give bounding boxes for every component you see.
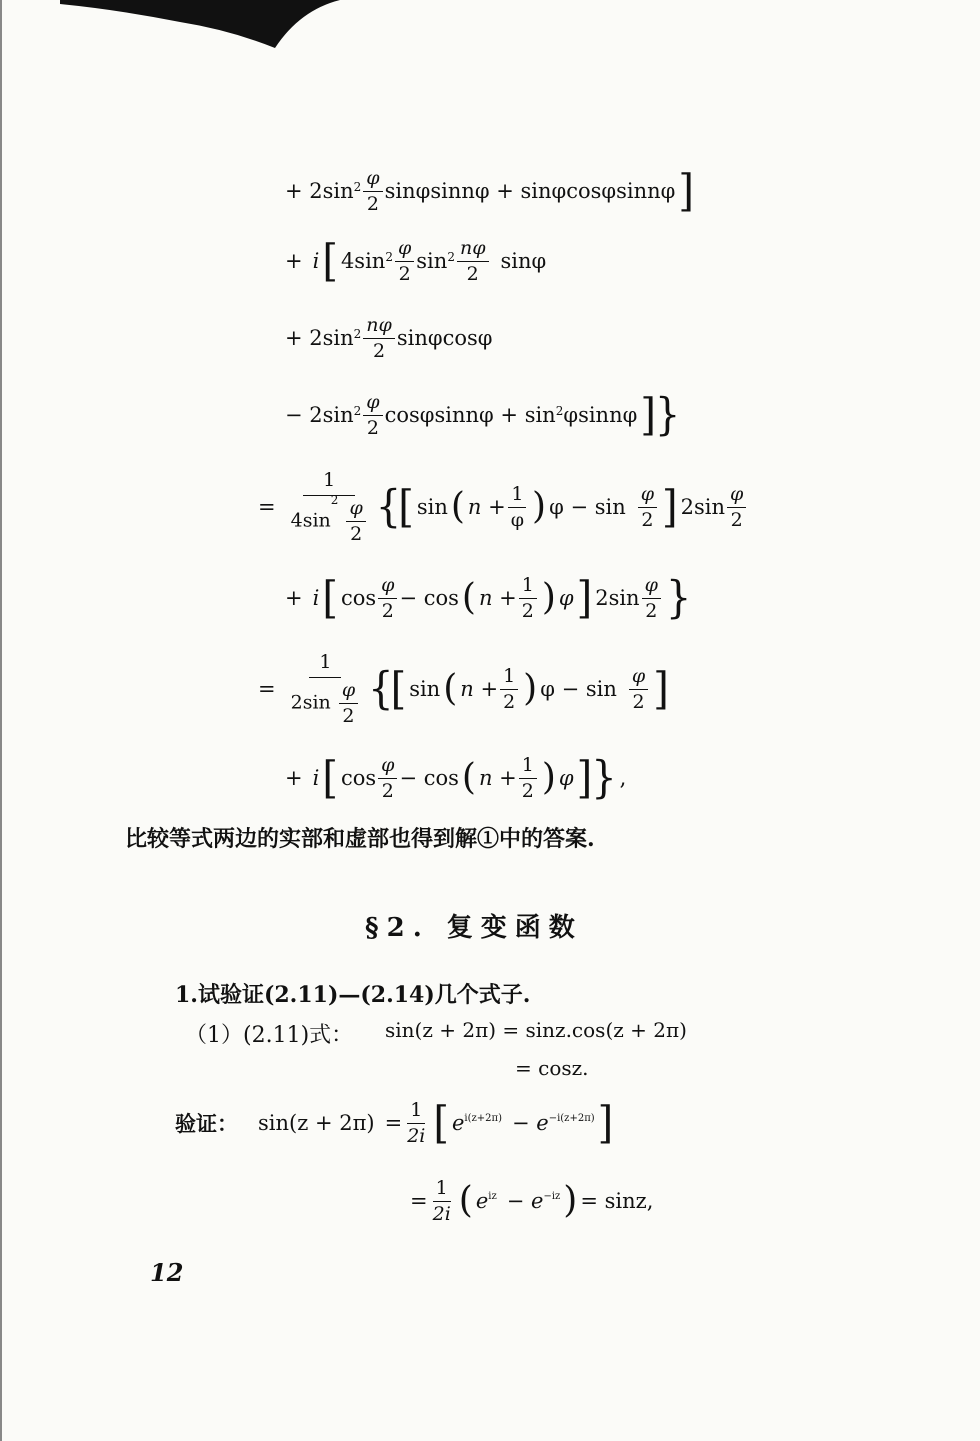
- equation-line-6: + i [ cos $\frac{\varphi}{2}$ − cos ( n + $\frac{1}{2}$ ) φ ] 2sin $\frac{\varphi}{2}$ }: [285, 573, 692, 624]
- equation-line-1: + 2sin $^2$ $\frac{\varphi}{2}$ sinφsinnφ + sinφcosφsinnφ ]: [285, 166, 694, 217]
- equation-line-5: = 1 $4\sin^2$ $\frac{\varphi}{2}$ { [ sin ( n + $\frac{1}{\varphi}$ ) φ − sin $\frac{\varphi}{2}$ ] 2sin $\frac{\varphi}{2}$: [258, 470, 748, 545]
- sub1-label: （1）(2.11)式：: [185, 1023, 354, 1048]
- equation-line-2: + i [ 4sin $^2$ $\frac{\varphi}{2}$ sin $^2$ $\frac{n\varphi}{2}$ sinφ: [285, 236, 547, 287]
- page-number: 12: [150, 1258, 184, 1287]
- section-title: §2. 复变函数: [365, 913, 583, 943]
- scan-blot: [60, 0, 340, 55]
- equation-line-3: + 2sin $^2$ $\frac{n\varphi}{2}$ sinφcosφ: [285, 314, 493, 362]
- equation-line-4: − 2sin $^2$ $\frac{\varphi}{2}$ cosφsinnφ + sin $^2$ φsinnφ ] }: [285, 390, 681, 441]
- verify-line-2: = $\frac{1}{2i}$ ( e $^{iz}$ − e $^{-iz}$ ) = sinz,: [410, 1177, 654, 1225]
- sub1-expr2: = cosz.: [515, 1056, 589, 1080]
- left-margin-line: [0, 0, 2, 1441]
- equation-line-8: + i [ cos $\frac{\varphi}{2}$ − cos ( n + $\frac{1}{2}$ ) φ ] } ,: [285, 753, 627, 804]
- equation-line-7: = 1 2sin $\frac{\varphi}{2}$ { [ sin ( n + $\frac{1}{2}$ ) φ − sin $\frac{\varphi}{2}$ ]: [258, 651, 669, 727]
- conclusion-text: 比较等式两边的实部和虚部也得到解①中的答案.: [125, 826, 595, 852]
- problem-statement: 1.试验证(2.11)—(2.14)几个式子.: [175, 982, 531, 1008]
- verify-line-1: 验证： sin(z + 2π) = $\frac{1}{2i}$ [ e $^{i(z+2\pi)}$ − e $^{-i(z+2\pi)}$ ]: [175, 1098, 614, 1149]
- sub1-expr1: sin(z + 2π) = sinz.cos(z + 2π): [385, 1018, 687, 1042]
